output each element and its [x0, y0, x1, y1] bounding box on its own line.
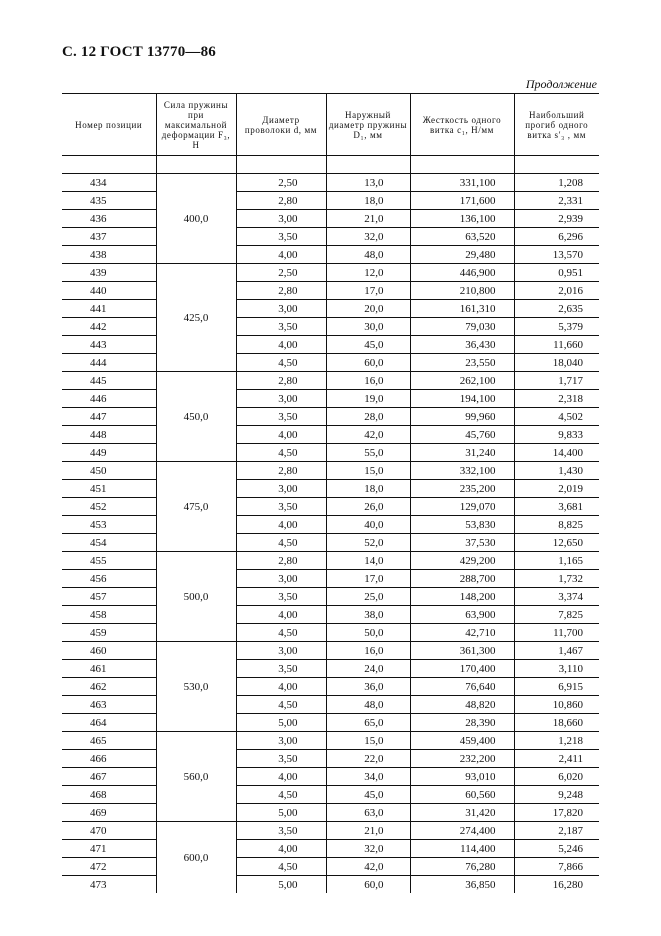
cell-wire-diameter: 3,00 — [236, 732, 326, 750]
cell-outer-diameter: 18,0 — [326, 480, 410, 498]
cell-wire-diameter: 2,50 — [236, 264, 326, 282]
cell-position: 453 — [62, 516, 156, 534]
cell-outer-diameter: 50,0 — [326, 624, 410, 642]
table-row — [62, 804, 599, 822]
cell-outer-diameter: 65,0 — [326, 714, 410, 732]
cell-outer-diameter: 48,0 — [326, 246, 410, 264]
spacer-cell — [236, 156, 326, 174]
cell-position: 437 — [62, 228, 156, 246]
cell-max-deflection: 1,430 — [514, 462, 599, 480]
cell-position: 444 — [62, 354, 156, 372]
cell-wire-diameter: 4,00 — [236, 516, 326, 534]
cell-wire-diameter: 2,80 — [236, 192, 326, 210]
table-body — [62, 156, 599, 894]
cell-stiffness: 232,200 — [410, 750, 514, 768]
cell-force: 475,0 — [156, 462, 236, 552]
cell-position: 458 — [62, 606, 156, 624]
cell-stiffness: 170,400 — [410, 660, 514, 678]
table-row — [62, 192, 599, 210]
cell-wire-diameter: 3,00 — [236, 390, 326, 408]
cell-max-deflection: 11,700 — [514, 624, 599, 642]
cell-wire-diameter: 3,00 — [236, 210, 326, 228]
cell-outer-diameter: 17,0 — [326, 282, 410, 300]
cell-outer-diameter: 24,0 — [326, 660, 410, 678]
cell-stiffness: 36,430 — [410, 336, 514, 354]
cell-wire-diameter: 3,00 — [236, 480, 326, 498]
cell-wire-diameter: 3,50 — [236, 318, 326, 336]
cell-wire-diameter: 4,00 — [236, 426, 326, 444]
cell-outer-diameter: 14,0 — [326, 552, 410, 570]
cell-outer-diameter: 60,0 — [326, 876, 410, 894]
cell-max-deflection: 2,318 — [514, 390, 599, 408]
cell-force: 600,0 — [156, 822, 236, 894]
spring-spec-table — [62, 93, 599, 893]
cell-position: 471 — [62, 840, 156, 858]
cell-stiffness: 114,400 — [410, 840, 514, 858]
cell-stiffness: 93,010 — [410, 768, 514, 786]
cell-stiffness: 194,100 — [410, 390, 514, 408]
table-row — [62, 732, 599, 750]
cell-position: 436 — [62, 210, 156, 228]
cell-position: 451 — [62, 480, 156, 498]
cell-wire-diameter: 4,00 — [236, 840, 326, 858]
cell-stiffness: 331,100 — [410, 174, 514, 192]
cell-max-deflection: 18,040 — [514, 354, 599, 372]
table-row — [62, 588, 599, 606]
table-row — [62, 480, 599, 498]
cell-wire-diameter: 4,50 — [236, 786, 326, 804]
cell-wire-diameter: 3,50 — [236, 498, 326, 516]
table-row — [62, 642, 599, 660]
cell-position: 463 — [62, 696, 156, 714]
cell-stiffness: 274,400 — [410, 822, 514, 840]
cell-outer-diameter: 15,0 — [326, 462, 410, 480]
cell-wire-diameter: 4,50 — [236, 696, 326, 714]
table-row — [62, 210, 599, 228]
table-row — [62, 318, 599, 336]
cell-position: 472 — [62, 858, 156, 876]
cell-max-deflection: 14,400 — [514, 444, 599, 462]
cell-wire-diameter: 3,50 — [236, 588, 326, 606]
cell-position: 460 — [62, 642, 156, 660]
page-header: С. 12 ГОСТ 13770—86 — [62, 44, 216, 60]
cell-max-deflection: 1,717 — [514, 372, 599, 390]
cell-position: 467 — [62, 768, 156, 786]
cell-position: 466 — [62, 750, 156, 768]
cell-wire-diameter: 2,80 — [236, 372, 326, 390]
cell-outer-diameter: 15,0 — [326, 732, 410, 750]
cell-max-deflection: 2,187 — [514, 822, 599, 840]
cell-stiffness: 459,400 — [410, 732, 514, 750]
cell-max-deflection: 18,660 — [514, 714, 599, 732]
table-row — [62, 876, 599, 894]
cell-stiffness: 332,100 — [410, 462, 514, 480]
cell-outer-diameter: 42,0 — [326, 426, 410, 444]
table-row — [62, 858, 599, 876]
cell-stiffness: 210,800 — [410, 282, 514, 300]
cell-outer-diameter: 40,0 — [326, 516, 410, 534]
spacer-cell — [410, 156, 514, 174]
table-row — [62, 264, 599, 282]
cell-position: 457 — [62, 588, 156, 606]
cell-max-deflection: 5,246 — [514, 840, 599, 858]
cell-force: 560,0 — [156, 732, 236, 822]
cell-stiffness: 31,240 — [410, 444, 514, 462]
cell-max-deflection: 6,296 — [514, 228, 599, 246]
cell-wire-diameter: 2,80 — [236, 462, 326, 480]
table-row — [62, 678, 599, 696]
cell-stiffness: 262,100 — [410, 372, 514, 390]
table-row — [62, 624, 599, 642]
cell-stiffness: 129,070 — [410, 498, 514, 516]
table-header-row — [62, 94, 599, 156]
cell-force: 450,0 — [156, 372, 236, 462]
cell-position: 459 — [62, 624, 156, 642]
cell-wire-diameter: 4,00 — [236, 336, 326, 354]
cell-max-deflection: 2,939 — [514, 210, 599, 228]
table-row — [62, 246, 599, 264]
table-row — [62, 570, 599, 588]
cell-stiffness: 148,200 — [410, 588, 514, 606]
cell-wire-diameter: 3,50 — [236, 660, 326, 678]
cell-stiffness: 136,100 — [410, 210, 514, 228]
cell-max-deflection: 4,502 — [514, 408, 599, 426]
cell-max-deflection: 12,650 — [514, 534, 599, 552]
cell-max-deflection: 8,825 — [514, 516, 599, 534]
cell-position: 455 — [62, 552, 156, 570]
cell-wire-diameter: 3,00 — [236, 642, 326, 660]
cell-outer-diameter: 28,0 — [326, 408, 410, 426]
cell-max-deflection: 1,165 — [514, 552, 599, 570]
table-row — [62, 228, 599, 246]
cell-max-deflection: 6,915 — [514, 678, 599, 696]
cell-outer-diameter: 36,0 — [326, 678, 410, 696]
cell-outer-diameter: 12,0 — [326, 264, 410, 282]
cell-wire-diameter: 4,00 — [236, 246, 326, 264]
spacer-cell — [326, 156, 410, 174]
cell-position: 443 — [62, 336, 156, 354]
cell-position: 469 — [62, 804, 156, 822]
cell-max-deflection: 6,020 — [514, 768, 599, 786]
table-row — [62, 282, 599, 300]
cell-outer-diameter: 63,0 — [326, 804, 410, 822]
cell-stiffness: 288,700 — [410, 570, 514, 588]
cell-max-deflection: 7,825 — [514, 606, 599, 624]
cell-wire-diameter: 3,00 — [236, 300, 326, 318]
cell-position: 454 — [62, 534, 156, 552]
cell-outer-diameter: 55,0 — [326, 444, 410, 462]
cell-outer-diameter: 13,0 — [326, 174, 410, 192]
cell-stiffness: 79,030 — [410, 318, 514, 336]
cell-max-deflection: 1,467 — [514, 642, 599, 660]
cell-stiffness: 45,760 — [410, 426, 514, 444]
cell-max-deflection: 10,860 — [514, 696, 599, 714]
cell-max-deflection: 1,218 — [514, 732, 599, 750]
cell-outer-diameter: 16,0 — [326, 642, 410, 660]
cell-position: 452 — [62, 498, 156, 516]
cell-outer-diameter: 17,0 — [326, 570, 410, 588]
cell-position: 447 — [62, 408, 156, 426]
cell-max-deflection: 0,951 — [514, 264, 599, 282]
cell-outer-diameter: 32,0 — [326, 840, 410, 858]
table-row — [62, 336, 599, 354]
cell-force: 530,0 — [156, 642, 236, 732]
cell-outer-diameter: 20,0 — [326, 300, 410, 318]
cell-stiffness: 37,530 — [410, 534, 514, 552]
header-spacer-row — [62, 156, 599, 174]
table-row — [62, 552, 599, 570]
cell-outer-diameter: 21,0 — [326, 210, 410, 228]
cell-stiffness: 48,820 — [410, 696, 514, 714]
cell-stiffness: 429,200 — [410, 552, 514, 570]
cell-stiffness: 60,560 — [410, 786, 514, 804]
cell-max-deflection: 13,570 — [514, 246, 599, 264]
cell-position: 435 — [62, 192, 156, 210]
cell-outer-diameter: 16,0 — [326, 372, 410, 390]
cell-stiffness: 235,200 — [410, 480, 514, 498]
cell-stiffness: 31,420 — [410, 804, 514, 822]
cell-outer-diameter: 26,0 — [326, 498, 410, 516]
cell-max-deflection: 1,208 — [514, 174, 599, 192]
cell-position: 434 — [62, 174, 156, 192]
cell-wire-diameter: 5,00 — [236, 714, 326, 732]
cell-outer-diameter: 34,0 — [326, 768, 410, 786]
table-row — [62, 390, 599, 408]
table-row — [62, 462, 599, 480]
cell-stiffness: 63,520 — [410, 228, 514, 246]
cell-outer-diameter: 30,0 — [326, 318, 410, 336]
cell-stiffness: 161,310 — [410, 300, 514, 318]
cell-outer-diameter: 21,0 — [326, 822, 410, 840]
cell-stiffness: 28,390 — [410, 714, 514, 732]
cell-max-deflection: 3,681 — [514, 498, 599, 516]
spacer-cell — [62, 156, 156, 174]
cell-force: 500,0 — [156, 552, 236, 642]
cell-max-deflection: 3,110 — [514, 660, 599, 678]
cell-outer-diameter: 48,0 — [326, 696, 410, 714]
table-row — [62, 426, 599, 444]
cell-wire-diameter: 4,50 — [236, 534, 326, 552]
cell-stiffness: 171,600 — [410, 192, 514, 210]
col-header-max-deflection: Наибольший прогиб одного витка s′₃ , мм — [514, 94, 599, 156]
cell-max-deflection: 2,016 — [514, 282, 599, 300]
cell-max-deflection: 5,379 — [514, 318, 599, 336]
table-row — [62, 786, 599, 804]
cell-wire-diameter: 2,50 — [236, 174, 326, 192]
cell-max-deflection: 9,833 — [514, 426, 599, 444]
cell-position: 464 — [62, 714, 156, 732]
cell-stiffness: 23,550 — [410, 354, 514, 372]
table-row — [62, 714, 599, 732]
cell-position: 462 — [62, 678, 156, 696]
cell-outer-diameter: 42,0 — [326, 858, 410, 876]
table-row — [62, 768, 599, 786]
cell-position: 470 — [62, 822, 156, 840]
table-row — [62, 516, 599, 534]
cell-max-deflection: 2,019 — [514, 480, 599, 498]
cell-position: 442 — [62, 318, 156, 336]
cell-outer-diameter: 18,0 — [326, 192, 410, 210]
spacer-cell — [514, 156, 599, 174]
cell-force: 400,0 — [156, 174, 236, 264]
cell-wire-diameter: 3,50 — [236, 822, 326, 840]
cell-wire-diameter: 4,00 — [236, 768, 326, 786]
cell-wire-diameter: 4,00 — [236, 606, 326, 624]
col-header-force: Сила пружины при максимальной деформации F₃, Н — [156, 94, 236, 156]
table-row — [62, 606, 599, 624]
cell-position: 448 — [62, 426, 156, 444]
cell-stiffness: 76,640 — [410, 678, 514, 696]
cell-wire-diameter: 4,50 — [236, 624, 326, 642]
table-row — [62, 174, 599, 192]
cell-wire-diameter: 5,00 — [236, 876, 326, 894]
cell-wire-diameter: 2,80 — [236, 552, 326, 570]
table-row — [62, 534, 599, 552]
cell-position: 438 — [62, 246, 156, 264]
table-row — [62, 822, 599, 840]
cell-stiffness: 36,850 — [410, 876, 514, 894]
cell-position: 473 — [90, 878, 107, 891]
col-header-wire-diameter: Диаметр проволоки d, мм — [236, 94, 326, 156]
cell-max-deflection: 1,732 — [514, 570, 599, 588]
cell-position: 450 — [62, 462, 156, 480]
cell-position: 465 — [62, 732, 156, 750]
cell-position: 468 — [62, 786, 156, 804]
cell-position: 449 — [62, 444, 156, 462]
table-row — [62, 660, 599, 678]
cell-wire-diameter: 3,00 — [236, 570, 326, 588]
cell-position: 441 — [62, 300, 156, 318]
cell-stiffness: 53,830 — [410, 516, 514, 534]
cell-position: 446 — [62, 390, 156, 408]
cell-max-deflection: 3,374 — [514, 588, 599, 606]
cell-position: 440 — [62, 282, 156, 300]
cell-stiffness: 42,710 — [410, 624, 514, 642]
table-row — [62, 696, 599, 714]
cell-force: 425,0 — [156, 264, 236, 372]
table-row — [62, 750, 599, 768]
cell-max-deflection: 11,660 — [514, 336, 599, 354]
cell-wire-diameter: 4,50 — [236, 858, 326, 876]
table-row — [62, 840, 599, 858]
cell-max-deflection: 2,635 — [514, 300, 599, 318]
cell-outer-diameter: 19,0 — [326, 390, 410, 408]
table-row — [62, 444, 599, 462]
cell-max-deflection: 17,820 — [514, 804, 599, 822]
cell-outer-diameter: 22,0 — [326, 750, 410, 768]
cell-stiffness: 29,480 — [410, 246, 514, 264]
cell-outer-diameter: 25,0 — [326, 588, 410, 606]
cell-wire-diameter: 3,50 — [236, 228, 326, 246]
col-header-stiffness: Жесткость одного витка c₁, Н/мм — [410, 94, 514, 156]
col-header-outer-diameter: Наружный диаметр пружины D₁, мм — [326, 94, 410, 156]
cell-stiffness: 446,900 — [410, 264, 514, 282]
cell-max-deflection: 16,280 — [514, 876, 599, 894]
cell-position: 445 — [62, 372, 156, 390]
cell-wire-diameter: 3,50 — [236, 750, 326, 768]
table-row — [62, 354, 599, 372]
cell-max-deflection: 2,331 — [514, 192, 599, 210]
table-row — [62, 498, 599, 516]
cell-stiffness: 76,280 — [410, 858, 514, 876]
cell-max-deflection: 2,411 — [514, 750, 599, 768]
table-row — [62, 372, 599, 390]
cell-stiffness: 99,960 — [410, 408, 514, 426]
cell-wire-diameter: 5,00 — [236, 804, 326, 822]
cell-wire-diameter: 4,50 — [236, 444, 326, 462]
cell-outer-diameter: 32,0 — [326, 228, 410, 246]
cell-outer-diameter: 60,0 — [326, 354, 410, 372]
col-header-position: Номер позиции — [62, 94, 156, 156]
cell-outer-diameter: 52,0 — [326, 534, 410, 552]
cell-wire-diameter: 2,80 — [236, 282, 326, 300]
cell-position: 456 — [62, 570, 156, 588]
cell-wire-diameter: 4,00 — [236, 678, 326, 696]
cell-max-deflection: 9,248 — [514, 786, 599, 804]
cell-stiffness: 63,900 — [410, 606, 514, 624]
cell-outer-diameter: 38,0 — [326, 606, 410, 624]
cell-max-deflection: 7,866 — [514, 858, 599, 876]
cell-wire-diameter: 3,50 — [236, 408, 326, 426]
cell-outer-diameter: 45,0 — [326, 336, 410, 354]
cell-wire-diameter: 4,50 — [236, 354, 326, 372]
cell-stiffness: 361,300 — [410, 642, 514, 660]
cell-position: 461 — [62, 660, 156, 678]
table-row — [62, 300, 599, 318]
cell-position: 439 — [62, 264, 156, 282]
cell-outer-diameter: 45,0 — [326, 786, 410, 804]
table-row — [62, 408, 599, 426]
continuation-label: Продолжение — [525, 77, 597, 91]
spacer-cell — [156, 156, 236, 174]
